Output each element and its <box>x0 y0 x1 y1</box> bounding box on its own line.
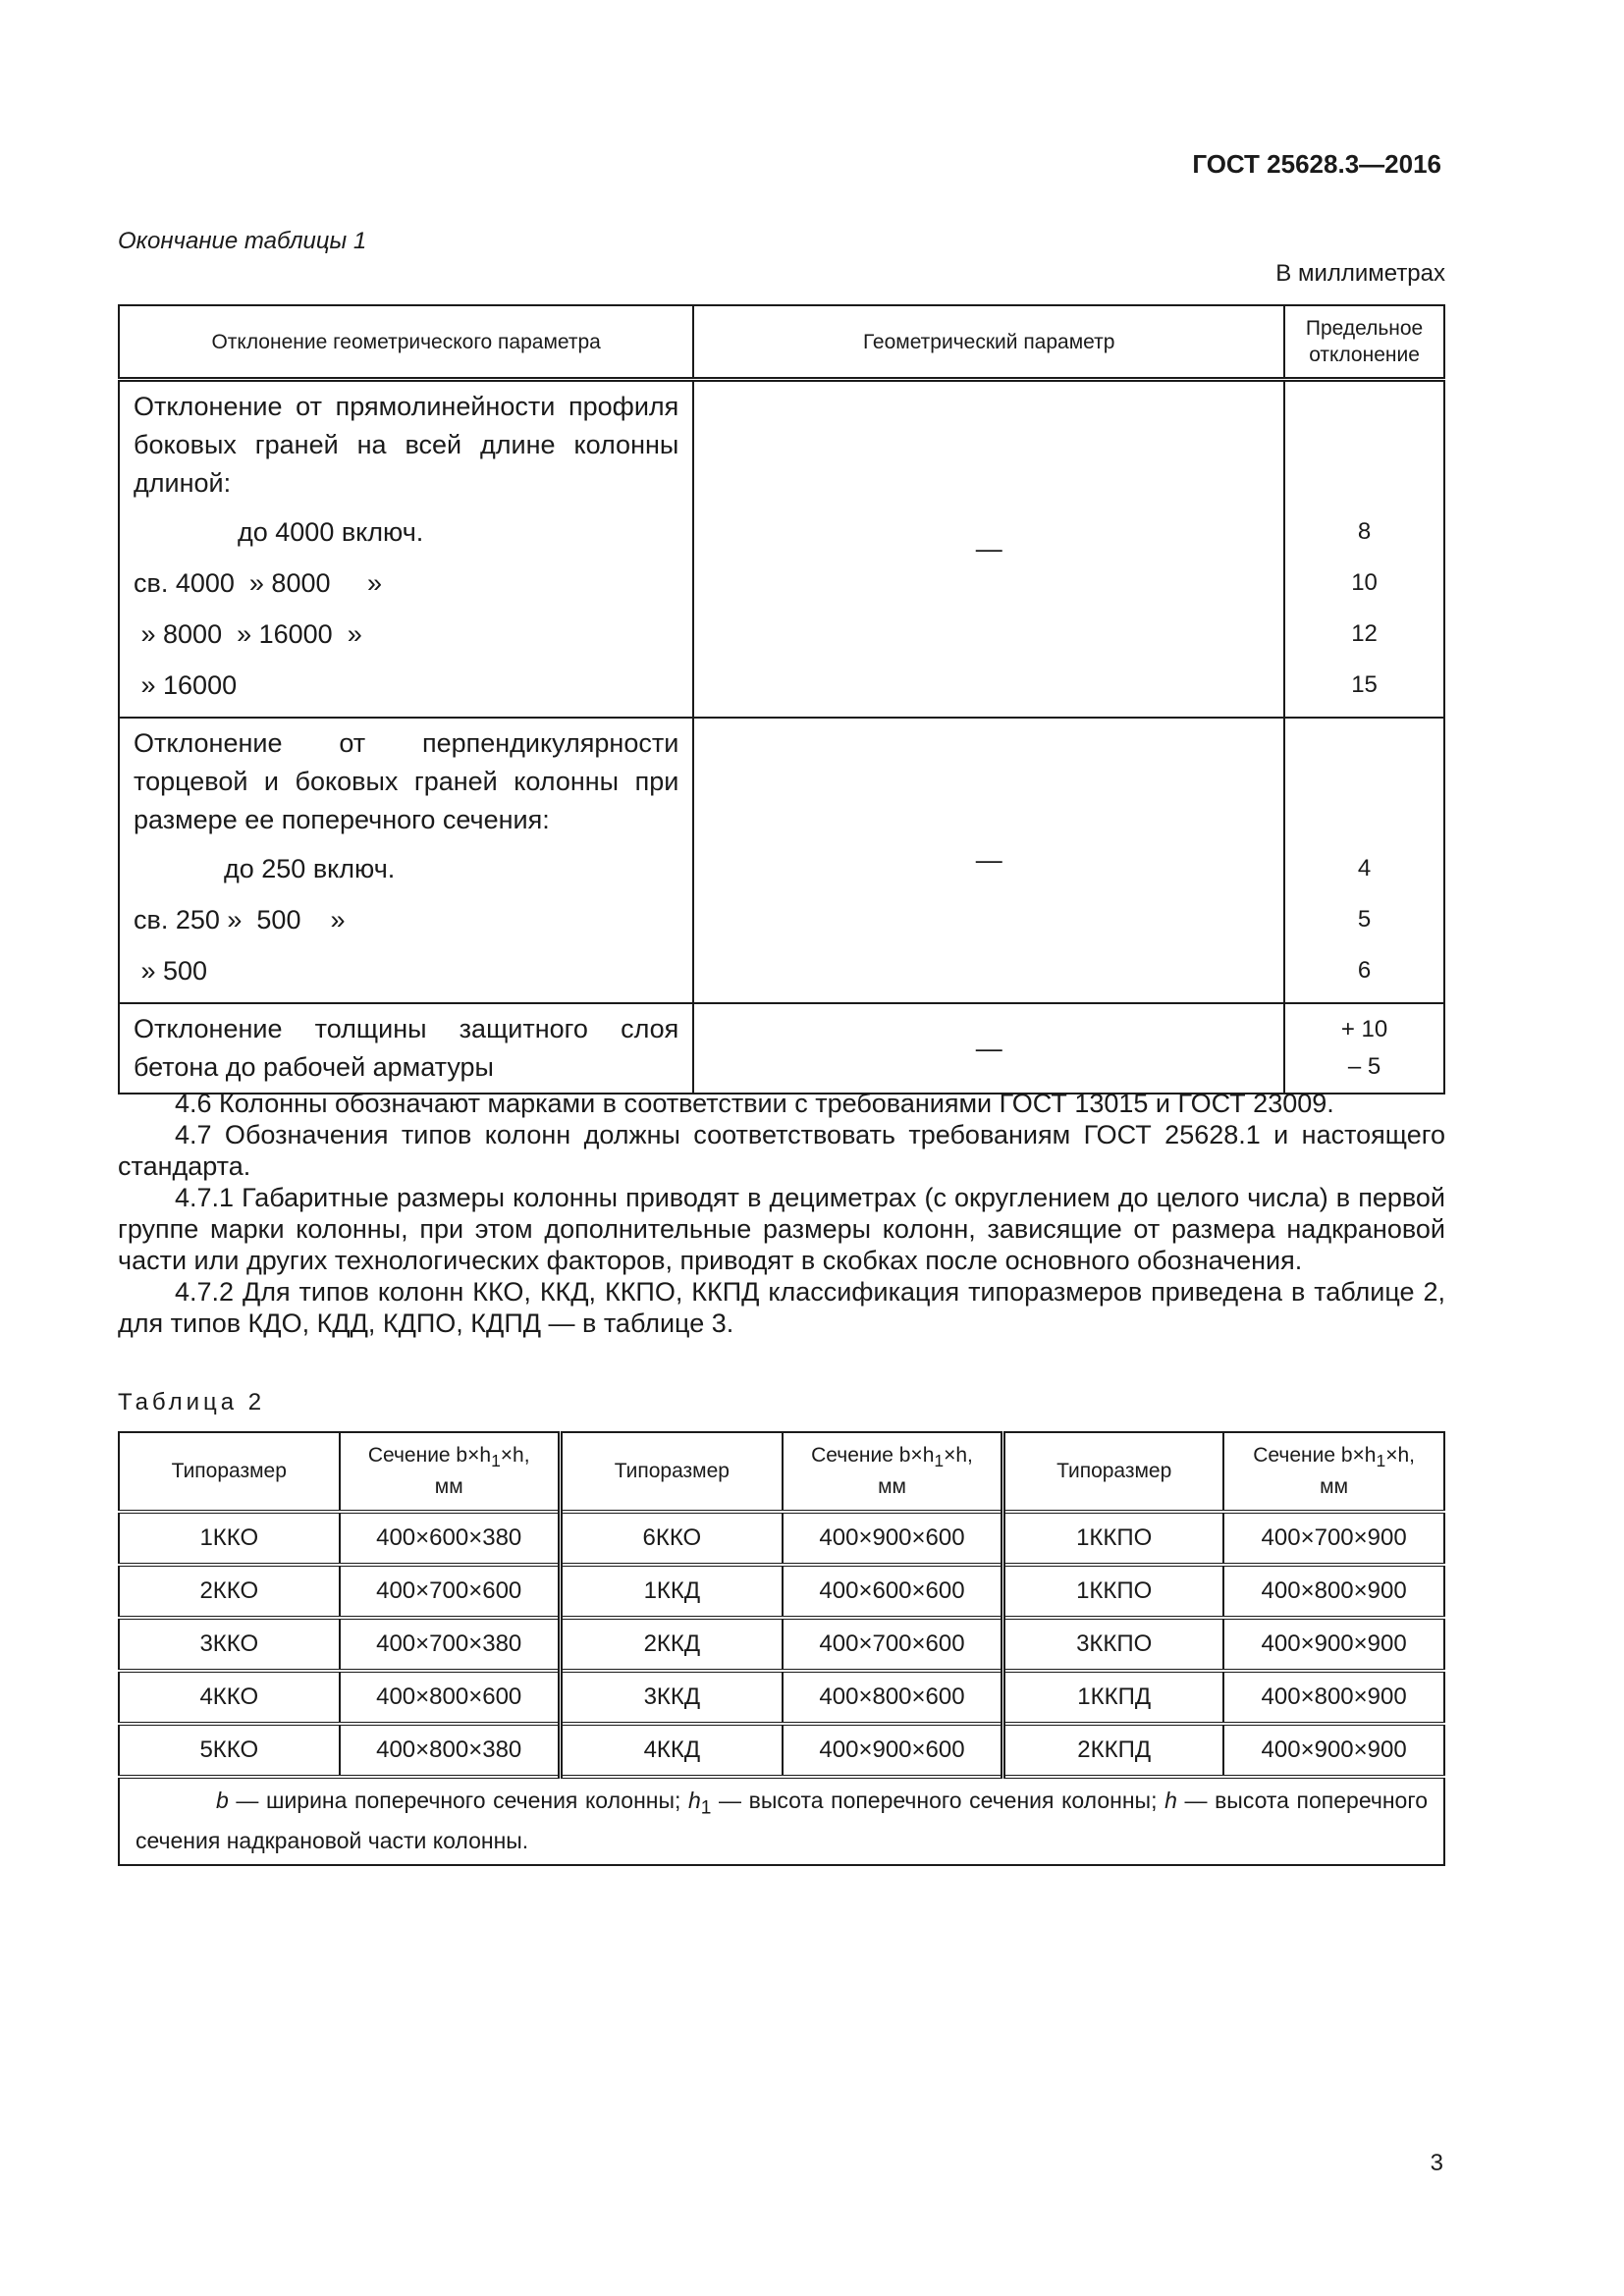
straightness-text: Отклонение от прямолинейности профиля боковых граней на всей длине колонны длиной: <box>134 392 679 498</box>
note-symbol-h: h <box>1164 1788 1177 1813</box>
table2-note-row <box>119 1777 1444 1865</box>
table1-geom-param: — <box>693 1003 1284 1094</box>
table-cell: 400×800×600 <box>783 1671 1003 1724</box>
table-row <box>119 1512 1444 1565</box>
table-cell: 400×900×900 <box>1223 1724 1444 1777</box>
table-cell: 400×700×900 <box>1223 1512 1444 1565</box>
table-cell: 1ККО <box>119 1512 340 1565</box>
table-cell: 3ККПО <box>1003 1618 1224 1671</box>
table2-col-header: Сечение $b\times h_1\times h$, мм <box>1223 1432 1444 1512</box>
deviation-value: 6 <box>1357 957 1372 984</box>
table1-col-header: Геометрический параметр <box>693 305 1284 380</box>
table1-geom-param: — <box>693 718 1284 1003</box>
note-text: — высота поперечного сечения колонны; <box>711 1788 1165 1813</box>
table-cell: 400×900×600 <box>783 1724 1003 1777</box>
range-value: » 500 <box>134 956 208 986</box>
table-cell: 400×800×900 <box>1223 1565 1444 1618</box>
table-cell: 400×700×380 <box>340 1618 561 1671</box>
table-cell: 4ККД <box>560 1724 783 1777</box>
table-row <box>119 1724 1444 1777</box>
perpendicularity-text: Отклонение от перпендикулярности торцевой и боковых граней колонны при размере ее поперечного сечения: <box>134 728 679 834</box>
table-cell: 400×900×600 <box>783 1512 1003 1565</box>
range-value: » 16000 <box>134 670 238 700</box>
note-text: — ширина поперечного сечения колонны; <box>228 1788 688 1813</box>
table-cell: 5ККО <box>119 1724 340 1777</box>
table1-row-cover-thickness <box>119 1003 1444 1094</box>
table2-header-row <box>119 1432 1444 1512</box>
table-cell: 2ККО <box>119 1565 340 1618</box>
table1-deviation-cell <box>1284 718 1444 1003</box>
note-symbol-h1: h <box>688 1788 701 1813</box>
note-symbol-b: b <box>216 1788 229 1813</box>
table2-col-header: Сечение $b\times h_1\times h$, мм <box>783 1432 1003 1512</box>
range-value: св. 4000 » 8000 » <box>134 568 383 598</box>
table-cell: 400×600×380 <box>340 1512 561 1565</box>
paragraph-4-7-2: 4.7.2 Для типов колонн ККО, ККД, ККПО, ККПД классификация типоразмеров приведена в таблице 2, для типов КДО, КДД, КДПО, КДПД — в таблице 3. <box>118 1277 1445 1338</box>
note-text: — высота поперечного сечения надкрановой части колонны. <box>135 1788 1428 1853</box>
table1-col-header: Отклонение геометрического параметра <box>119 305 693 380</box>
table-cell: 3ККД <box>560 1671 783 1724</box>
document-code: ГОСТ 25628.3—2016 <box>1192 149 1441 179</box>
range-value: » 8000 » 16000 » <box>134 619 362 649</box>
table-cell: 400×800×600 <box>340 1671 561 1724</box>
deviation-value: 15 <box>1351 671 1378 698</box>
deviation-value: 12 <box>1351 620 1378 647</box>
table1-units: В миллиметрах <box>1275 260 1445 287</box>
cover-thickness-text <box>119 1003 693 1094</box>
table-cell: 1ККПО <box>1003 1512 1224 1565</box>
deviation-minus: – 5 <box>1347 1053 1381 1080</box>
table-cell: 400×700×600 <box>783 1618 1003 1671</box>
paragraph-4-6: 4.6 Колонны обозначают марками в соответствии с требованиями ГОСТ 13015 и ГОСТ 23009. <box>175 1089 1334 1118</box>
table-cell: 2ККД <box>560 1618 783 1671</box>
table1-deviation-cell <box>1284 1003 1444 1094</box>
cover-thickness-label: Отклонение толщины защитного слоя бетона до рабочей арматуры <box>134 1014 679 1082</box>
table1-param-cell <box>119 718 693 1003</box>
table-cell: 400×800×380 <box>340 1724 561 1777</box>
table-cell: 4ККО <box>119 1671 340 1724</box>
range-value: св. 250 » 500 » <box>134 905 346 934</box>
range-value: до 250 включ. <box>224 854 396 883</box>
deviation-value: 5 <box>1357 906 1372 933</box>
range-value: до 4000 включ. <box>238 517 424 547</box>
table-cell: 6ККО <box>560 1512 783 1565</box>
table1-col-header: Предельное отклонение <box>1284 305 1444 380</box>
table1-row-perpendicularity <box>119 718 1444 1003</box>
table1-param-cell <box>119 380 693 719</box>
paragraph-4-7-1: 4.7.1 Габаритные размеры колонны приводят в дециметрах (с округлением до целого числа) в первой группе марки колонны, при этом дополнительные размеры колонн, зависящие от размера надкрановой части или других технологических факторов, приводят в скобках после основного обозначения. <box>118 1183 1445 1275</box>
deviation-value: 4 <box>1357 855 1372 881</box>
table-cell: 1ККПО <box>1003 1565 1224 1618</box>
table1-continuation-title: Окончание таблицы 1 <box>118 228 367 254</box>
deviation-value: 8 <box>1357 518 1372 545</box>
table1-row-straightness <box>119 380 1444 719</box>
paragraph-4-7: 4.7 Обозначения типов колонн должны соответствовать требованиям ГОСТ 25628.1 и настоящего стандарта. <box>118 1120 1445 1181</box>
table2-col-header: Типоразмер <box>1003 1432 1224 1512</box>
table2-title: Таблица 2 <box>118 1389 266 1415</box>
page-number: 3 <box>1430 2150 1443 2176</box>
table1-deviation-cell <box>1284 380 1444 719</box>
deviation-value: 10 <box>1351 569 1378 596</box>
table2-note <box>119 1777 1444 1865</box>
table-row <box>119 1565 1444 1618</box>
table-cell: 400×600×600 <box>783 1565 1003 1618</box>
deviation-plus: + 10 <box>1340 1016 1388 1042</box>
table1-geom-param: — <box>693 380 1284 719</box>
table-row <box>119 1671 1444 1724</box>
table1-header-row <box>119 305 1444 380</box>
table1 <box>118 304 1445 1095</box>
table2-col-header: Сечение $b\times h_1\times h$, мм <box>340 1432 561 1512</box>
body-text <box>118 1088 1445 1339</box>
table-cell: 1ККД <box>560 1565 783 1618</box>
table2-col-header: Типоразмер <box>560 1432 783 1512</box>
table2 <box>118 1431 1445 1866</box>
table-cell: 2ККПД <box>1003 1724 1224 1777</box>
table-cell: 1ККПД <box>1003 1671 1224 1724</box>
table-row <box>119 1618 1444 1671</box>
table-cell: 3ККО <box>119 1618 340 1671</box>
note-subscript: 1 <box>700 1797 712 1819</box>
table-cell: 400×800×900 <box>1223 1671 1444 1724</box>
table-cell: 400×900×900 <box>1223 1618 1444 1671</box>
table2-col-header: Типоразмер <box>119 1432 340 1512</box>
table-cell: 400×700×600 <box>340 1565 561 1618</box>
